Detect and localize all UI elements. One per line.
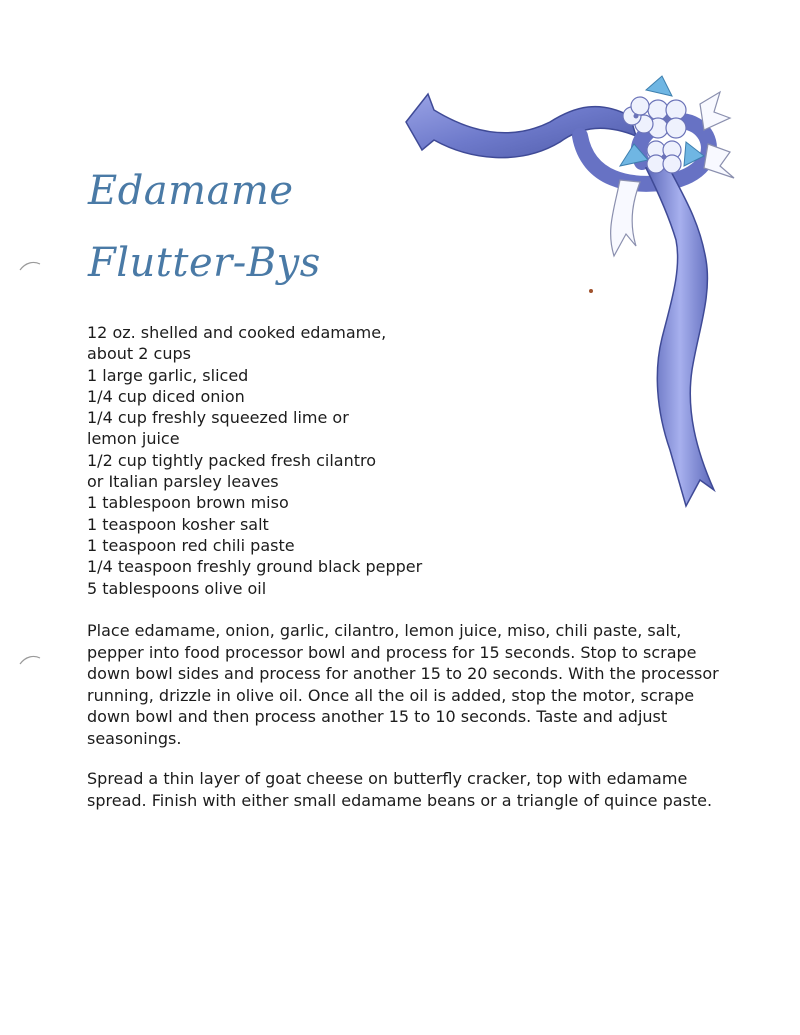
ribbon-bow-with-flowers-icon bbox=[400, 70, 745, 520]
ingredient-line: 1/4 cup diced onion bbox=[87, 386, 245, 406]
ingredient-line: or Italian parsley leaves bbox=[87, 472, 279, 492]
ingredient-line: 1/4 cup freshly squeezed lime or bbox=[87, 408, 349, 428]
ingredient-line: 5 tablespoons olive oil bbox=[87, 578, 267, 598]
ingredient-line: 1/2 cup tightly packed fresh cilantro bbox=[87, 450, 377, 470]
scan-speck bbox=[588, 288, 594, 294]
ingredient-line: about 2 cups bbox=[87, 344, 191, 364]
recipe-title-line-1: Edamame bbox=[88, 168, 294, 214]
serving-paragraph: Spread a thin layer of goat cheese on butterfly cracker, top with edamame spread. Finish with either small edamame beans or a triangle of quince paste. bbox=[87, 769, 713, 810]
ingredient-line: 1/4 teaspoon freshly ground black pepper bbox=[87, 557, 423, 577]
ingredient-line: 1 large garlic, sliced bbox=[87, 365, 249, 385]
recipe-title-line-2: Flutter-Bys bbox=[88, 240, 321, 286]
directions-paragraph: Place edamame, onion, garlic, cilantro, lemon juice, miso, chili paste, salt, pepper into food processor bowl and process for 15 seconds. Stop to scrape down bowl sides and process for another 15 to 20 seconds. With the processor running, drizzle in olive oil. Once all the oil is added, stop the motor, scrape down bowl and then process another 15 to 10 seconds. Taste and adjust seasonings. bbox=[87, 621, 719, 748]
ingredient-line: 1 tablespoon brown miso bbox=[87, 493, 289, 513]
ingredients-list bbox=[87, 322, 422, 599]
ingredient-line: lemon juice bbox=[87, 429, 180, 449]
ingredient-line: 12 oz. shelled and cooked edamame, bbox=[87, 323, 387, 342]
scan-mark bbox=[18, 652, 42, 666]
ingredient-line: 1 teaspoon red chili paste bbox=[87, 535, 295, 555]
scan-mark bbox=[18, 258, 42, 272]
ingredient-line: 1 teaspoon kosher salt bbox=[87, 514, 269, 534]
